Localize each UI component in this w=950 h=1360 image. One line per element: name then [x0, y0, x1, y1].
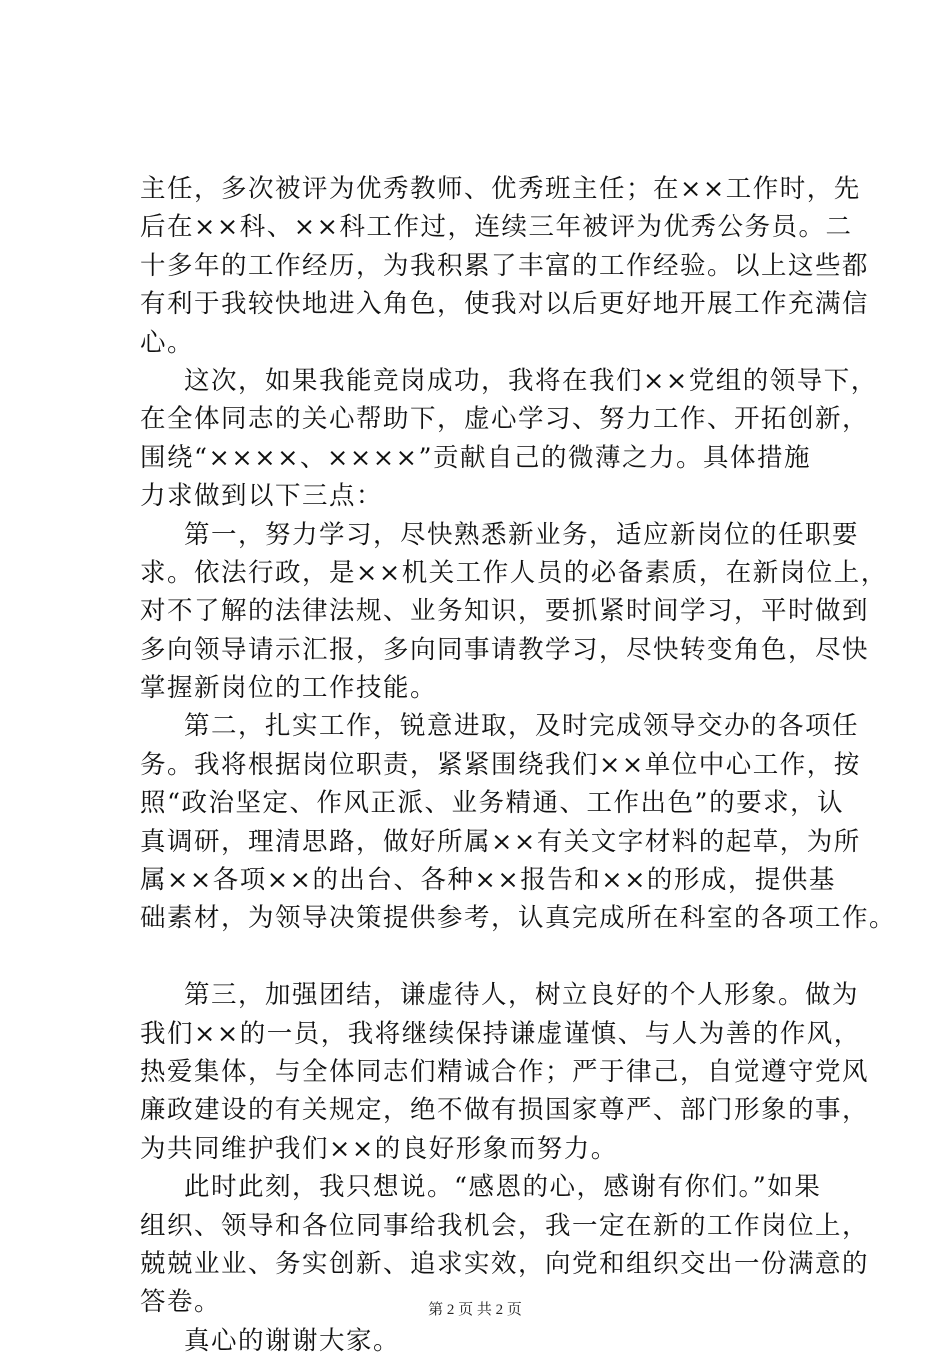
text-line: 兢兢业业、务实创新、追求实效，向党和组织交出一份满意的	[140, 1248, 870, 1279]
text-line: 多向领导请示汇报，多向同事请教学习，尽快转变角色，尽快	[140, 634, 870, 665]
text-line: 属××各项××的出台、各种××报告和××的形成，提供基	[140, 865, 836, 896]
text-line: 为共同维护我们××的良好形象而努力。	[140, 1133, 618, 1164]
text-line: 真心的谢谢大家。	[184, 1325, 401, 1356]
text-line: 心。	[140, 327, 195, 358]
text-line: 围绕“××××、××××”贡献自己的微薄之力。具体措施	[140, 442, 812, 473]
text-line: 第一，努力学习，尽快熟悉新业务，适应新岗位的任职要	[184, 519, 860, 550]
text-line: 热爱集体，与全体同志们精诚合作；严于律己，自觉遵守党风	[140, 1056, 870, 1087]
text-line: 在全体同志的关心帮助下，虚心学习、努力工作、开拓创新，	[140, 404, 870, 435]
page-number-footer: 第 2 页 共 2 页	[428, 1302, 522, 1318]
text-line: 组织、领导和各位同事给我机会，我一定在新的工作岗位上，	[140, 1210, 870, 1241]
text-line: 础素材，为领导决策提供参考，认真完成所在科室的各项工作。	[140, 903, 897, 934]
text-line: 第三，加强团结，谦虚待人，树立良好的个人形象。做为	[184, 980, 860, 1011]
text-line: 后在××科、××科工作过，连续三年被评为优秀公务员。二	[140, 212, 853, 243]
text-line: 真调研，理清思路，做好所属××有关文字材料的起草，为所	[140, 826, 861, 857]
text-line: 主任，多次被评为优秀教师、优秀班主任；在××工作时，先	[140, 174, 861, 204]
document-body	[140, 170, 897, 1360]
text-line: 廉政建设的有关规定，绝不做有损国家尊严、部门形象的事，	[140, 1095, 870, 1126]
text-line: 答卷。	[140, 1287, 222, 1318]
text-line: 这次，如果我能竞岗成功，我将在我们××党组的领导下，	[184, 365, 878, 396]
text-line: 我们××的一员，我将继续保持谦虚谨慎、与人为善的作风，	[140, 1018, 861, 1049]
text-line: 十多年的工作经历，为我积累了丰富的工作经验。以上这些都	[140, 250, 870, 281]
text-line: 有利于我较快地进入角色，使我对以后更好地开展工作充满信	[140, 289, 870, 320]
blank-line	[140, 938, 840, 976]
text-line: 对不了解的法律法规、业务知识，要抓紧时间学习，平时做到	[140, 596, 870, 627]
text-line: 掌握新岗位的工作技能。	[140, 673, 438, 704]
text-line: 第二，扎实工作，锐意进取，及时完成领导交办的各项任	[184, 711, 860, 742]
text-line: 照“政治坚定、作风正派、业务精通、工作出色”的要求，认	[140, 788, 845, 819]
text-line: 务。我将根据岗位职责，紧紧围绕我们××单位中心工作，按	[140, 749, 861, 780]
text-line: 求。依法行政，是××机关工作人员的必备素质，在新岗位上，	[140, 557, 888, 588]
text-line: 此时此刻，我只想说。“感恩的心，感谢有你们。”如果	[184, 1172, 822, 1203]
text-line: 力求做到以下三点：	[140, 481, 384, 512]
